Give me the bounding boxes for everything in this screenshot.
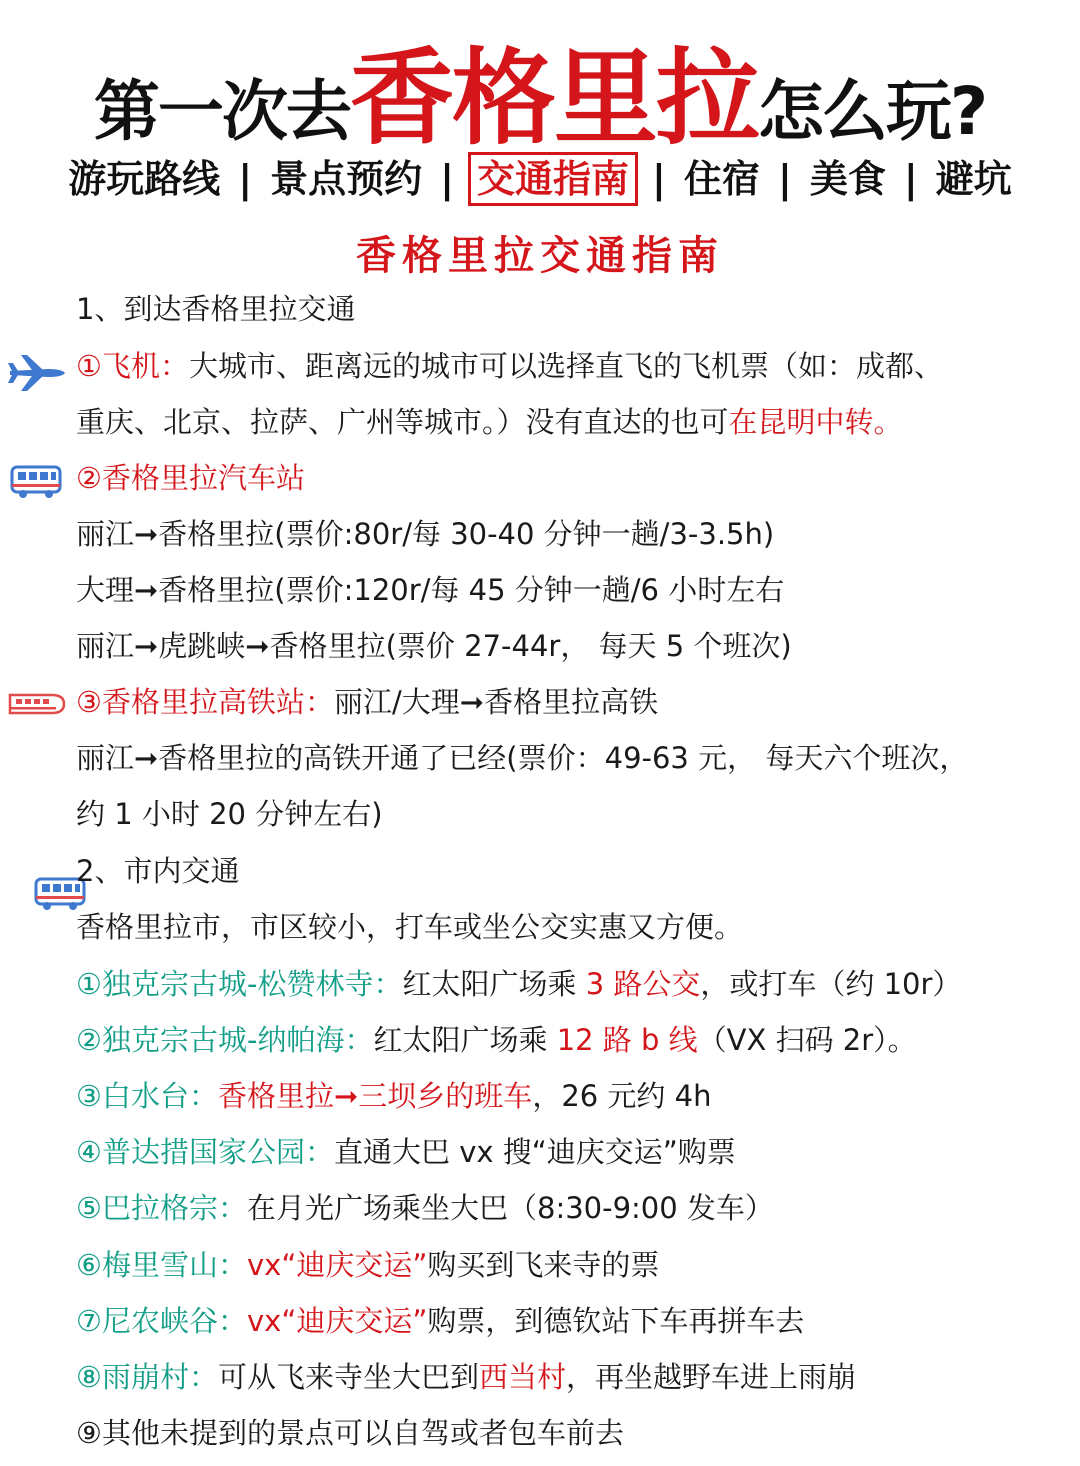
bus-route-3: 丽江➞虎跳峡➞香格里拉(票价 27-44r， 每天 5 个班次) — [76, 629, 792, 663]
section2-intro: 香格里拉市，市区较小，打车或坐公交实惠又方便。 — [76, 910, 744, 944]
plane-label: ①飞机： — [76, 349, 189, 383]
tab-separator: | — [777, 157, 792, 201]
section-subtitle: 香格里拉交通指南 — [356, 232, 724, 279]
list-item: ⑦尼农峡谷：vx“迪庆交运”购票，到德钦站下车再拼车去 — [76, 1304, 805, 1338]
list-item: ①独克宗古城-松赞林寺：红太阳广场乘 3 路公交，或打车（约 10r） — [76, 967, 962, 1001]
train-line — [76, 682, 658, 722]
list-item: ⑧雨崩村：可从飞来寺坐大巴到西当村，再坐越野车进上雨崩 — [76, 1360, 857, 1394]
title-part1: 第一次去 — [93, 73, 350, 150]
tab-separator: | — [652, 157, 666, 201]
train-detail-2: 约 1 小时 20 分钟左右) — [76, 797, 383, 831]
tab-separator: | — [903, 157, 918, 201]
bus-icon — [10, 464, 62, 500]
list-item: ⑥梅里雪山：vx“迪庆交运”购买到飞来寺的票 — [76, 1248, 660, 1282]
tab-separator: | — [238, 157, 253, 201]
bus-station-label: ②香格里拉汽车站 — [76, 461, 305, 495]
train-label: ③香格里拉高铁站： — [76, 685, 334, 719]
list-item: ③白水台：香格里拉➞三坝乡的班车，26 元约 4h — [76, 1079, 712, 1113]
plane-transfer: 在昆明中转。 — [728, 405, 903, 439]
plane-text-2: 重庆、北京、拉萨、广州等城市。）没有直达的也可 — [76, 405, 729, 439]
plane-text-1: 大城市、距离远的城市可以选择直飞的飞机票（如：成都、 — [189, 349, 944, 383]
list-item: ④普达措国家公园：直通大巴 vx 搜“迪庆交运”购票 — [76, 1135, 736, 1169]
section2-heading: 2、市内交通 — [76, 854, 240, 888]
tab-separator: | — [440, 157, 455, 201]
tab-transport: 交通指南 — [468, 152, 638, 206]
train-icon — [8, 690, 66, 718]
title-highlight: 香格里拉 — [349, 37, 758, 159]
tab-lodging: 住宿 — [683, 157, 760, 201]
plane-line-2 — [76, 402, 903, 442]
section1-heading: 1、到达香格里拉交通 — [76, 292, 356, 326]
bus-route-1: 丽江➞香格里拉(票价:80r/每 30-40 分钟一趟/3-3.5h) — [76, 517, 775, 551]
tab-booking: 景点预约 — [270, 157, 423, 201]
list-item: ⑤巴拉格宗：在月光广场乘坐大巴（8:30-9:00 发车） — [76, 1191, 774, 1225]
tab-route: 游玩路线 — [68, 157, 221, 201]
title-part3: 怎么玩? — [757, 73, 987, 150]
tab-food: 美食 — [809, 157, 886, 201]
list-item-last: ⑨其他未提到的景点可以自驾或者包车前去 — [76, 1416, 624, 1450]
category-tabs — [0, 148, 1080, 206]
list-item: ②独克宗古城-纳帕海：红太阳广场乘 12 路 b 线（VX 扫码 2r）。 — [76, 1023, 917, 1057]
airplane-icon — [6, 352, 68, 394]
page-title — [0, 14, 1080, 164]
plane-line-1 — [76, 346, 943, 386]
train-detail-1: 丽江➞香格里拉的高铁开通了已经(票价：49-63 元， 每天六个班次， — [76, 741, 969, 775]
tab-pitfalls: 避坑 — [935, 157, 1012, 201]
bus-route-2: 大理➞香格里拉(票价:120r/每 45 分钟一趟/6 小时左右 — [76, 573, 785, 607]
train-text: 丽江/大理➞香格里拉高铁 — [334, 685, 659, 719]
